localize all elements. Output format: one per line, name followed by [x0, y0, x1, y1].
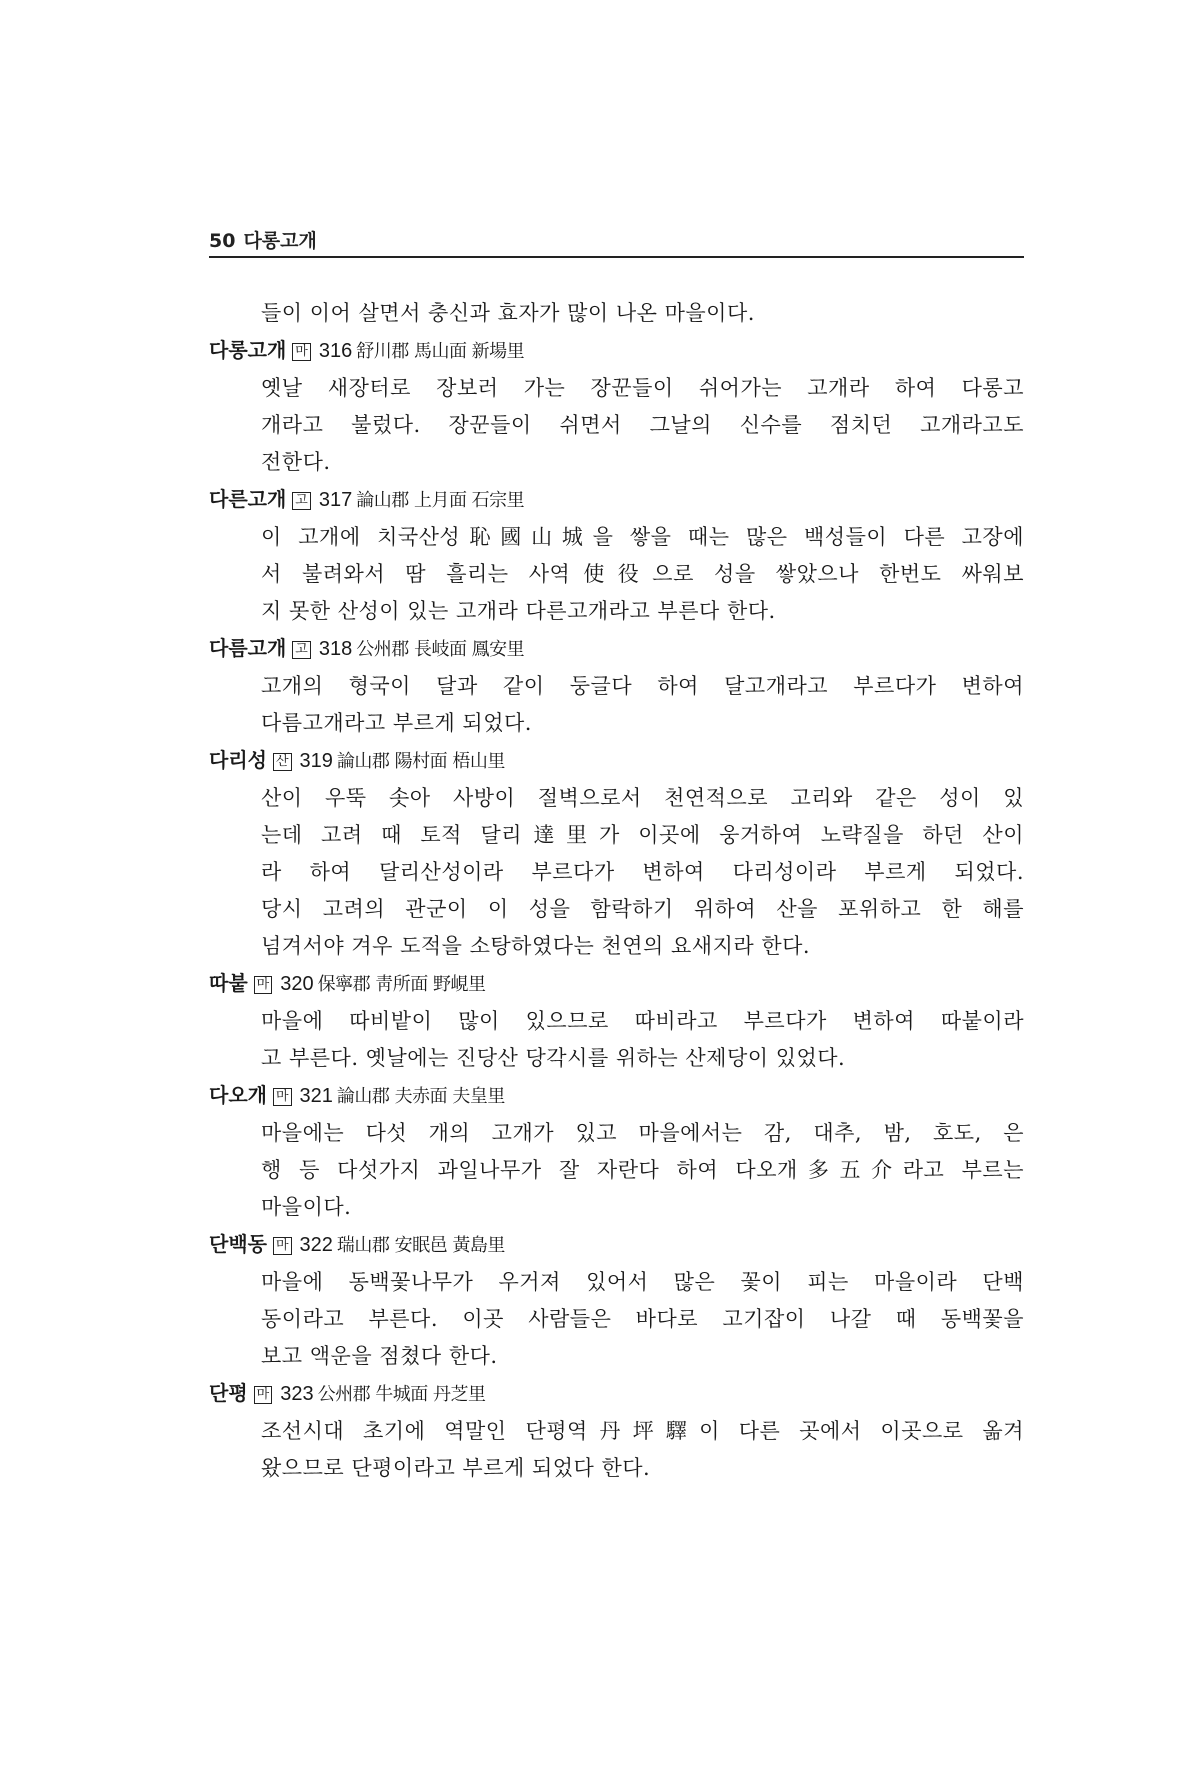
entry-number: 319 [299, 750, 333, 772]
entry-type-mark: 마 [273, 1088, 292, 1106]
entry-number: 318 [318, 638, 353, 660]
entry-heading [209, 1077, 1024, 1115]
entry-type-mark: 고 [292, 641, 311, 659]
entry-text-line: 는데 고려 때 토적 달리達里가 이곳에 웅거하여 노략질을 하던 산이 [261, 823, 1024, 847]
entry-text-line: 마을에 동백꽃나무가 우거져 있어서 많은 꽃이 피는 마을이라 단백 [261, 1270, 1024, 1294]
entry-heading [209, 1226, 1024, 1264]
header-title: 다롱고개 [243, 230, 317, 252]
entry-number: 320 [280, 973, 314, 995]
entry-address: 公州郡 牛城面 丹芝里 [317, 1384, 486, 1405]
entry-address: 保寧郡 靑所面 野峴里 [317, 974, 486, 995]
entry-type-mark: 고 [292, 492, 311, 510]
place-entry [209, 332, 1024, 481]
entry-type-mark: 산 [273, 753, 292, 771]
entry-address: 論山郡 陽村面 梧山里 [336, 751, 505, 772]
entry-text-line: 다름고개라고 부르게 되었다. [261, 711, 532, 735]
entry-address: 論山郡 夫赤面 夫皇里 [336, 1086, 505, 1107]
entry-address: 公州郡 長岐面 鳳安里 [356, 639, 525, 660]
entry-text-line: 고개의 형국이 달과 같이 둥글다 하여 달고개라고 부르다가 변하여 [261, 674, 1024, 698]
entry-type-mark: 마 [273, 1237, 292, 1255]
entry-text-line: 보고 액운을 점쳤다 한다. [261, 1344, 498, 1368]
entry-name: 다리성 [209, 748, 267, 772]
entry-heading [209, 332, 1024, 370]
entry-heading [209, 965, 1024, 1003]
entry-type-mark: 마 [254, 1386, 273, 1404]
entry-number: 321 [299, 1085, 333, 1107]
entry-text-line: 마을에 따비밭이 많이 있으므로 따비라고 부르다가 변하여 따붙이라 [261, 1009, 1024, 1033]
entry-text-line: 들이 이어 살면서 충신과 효자가 많이 나온 마을이다. [261, 301, 755, 325]
entry-text-line: 마을이다. [261, 1195, 352, 1219]
place-entry [209, 295, 1024, 332]
entry-text-line: 전한다. [261, 450, 331, 474]
entry-number: 323 [280, 1383, 314, 1405]
entry-heading [209, 1375, 1024, 1413]
entry-text-line: 서 불려와서 땀 흘리는 사역使役으로 성을 쌓았으나 한번도 싸워보 [261, 562, 1024, 586]
entry-list [209, 295, 1024, 1487]
entry-name: 단백동 [209, 1232, 267, 1256]
place-entry [209, 742, 1024, 965]
entry-text-line: 조선시대 초기에 역말인 단평역丹坪驛이 다른 곳에서 이곳으로 옮겨 [261, 1419, 1024, 1443]
entry-text-line: 행 등 다섯가지 과일나무가 잘 자란다 하여 다오개多五介라고 부르는 [261, 1158, 1024, 1182]
entry-address: 論山郡 上月面 石宗里 [356, 490, 525, 511]
entry-text-line: 동이라고 부른다. 이곳 사람들은 바다로 고기잡이 나갈 때 동백꽃을 [261, 1307, 1024, 1331]
entry-name: 따붙 [209, 971, 248, 995]
entry-name: 단평 [209, 1381, 248, 1405]
entry-text-line: 개라고 불렀다. 장꾼들이 쉬면서 그날의 신수를 점치던 고개라고도 [261, 413, 1024, 437]
entry-name: 다른고개 [209, 487, 287, 511]
entry-name: 다름고개 [209, 636, 287, 660]
entry-text-line: 마을에는 다섯 개의 고개가 있고 마을에서는 감, 대추, 밤, 호도, 은 [261, 1121, 1024, 1145]
entry-type-mark: 마 [254, 976, 273, 994]
place-entry [209, 965, 1024, 1077]
entry-type-mark: 마 [292, 343, 311, 361]
entry-number: 322 [299, 1234, 333, 1256]
place-entry [209, 481, 1024, 630]
header-rule [209, 256, 1024, 258]
running-header [209, 226, 1024, 253]
entry-name: 다오개 [209, 1083, 267, 1107]
entry-text-line: 지 못한 산성이 있는 고개라 다른고개라고 부른다 한다. [261, 599, 776, 623]
entry-text-line: 옛날 새장터로 장보러 가는 장꾼들이 쉬어가는 고개라 하여 다롱고 [261, 376, 1024, 400]
entry-number: 316 [318, 340, 353, 362]
entry-heading [209, 630, 1024, 668]
entry-address: 瑞山郡 安眠邑 黃島里 [336, 1235, 505, 1256]
place-entry [209, 1077, 1024, 1226]
entry-text-line: 당시 고려의 관군이 이 성을 함락하기 위하여 산을 포위하고 한 해를 [261, 897, 1024, 921]
entry-name: 다롱고개 [209, 338, 287, 362]
place-entry [209, 1375, 1024, 1487]
entry-text-line: 산이 우뚝 솟아 사방이 절벽으로서 천연적으로 고리와 같은 성이 있 [261, 786, 1024, 810]
entry-heading [209, 742, 1024, 780]
entry-text-line: 넘겨서야 겨우 도적을 소탕하였다는 천연의 요새지라 한다. [261, 934, 811, 958]
page-number: 50 [209, 230, 236, 252]
entry-heading [209, 481, 1024, 519]
entry-text-line: 라 하여 달리산성이라 부르다가 변하여 다리성이라 부르게 되었다. [261, 860, 1024, 884]
place-entry [209, 1226, 1024, 1375]
place-entry [209, 630, 1024, 742]
entry-address: 舒川郡 馬山面 新場里 [356, 341, 525, 362]
entry-text-line: 이 고개에 치국산성恥國山城을 쌓을 때는 많은 백성들이 다른 고장에 [261, 525, 1024, 549]
entry-number: 317 [318, 489, 353, 511]
entry-text-line: 왔으므로 단평이라고 부르게 되었다 한다. [261, 1456, 651, 1480]
entry-text-line: 고 부른다. 옛날에는 진당산 당각시를 위하는 산제당이 있었다. [261, 1046, 846, 1070]
